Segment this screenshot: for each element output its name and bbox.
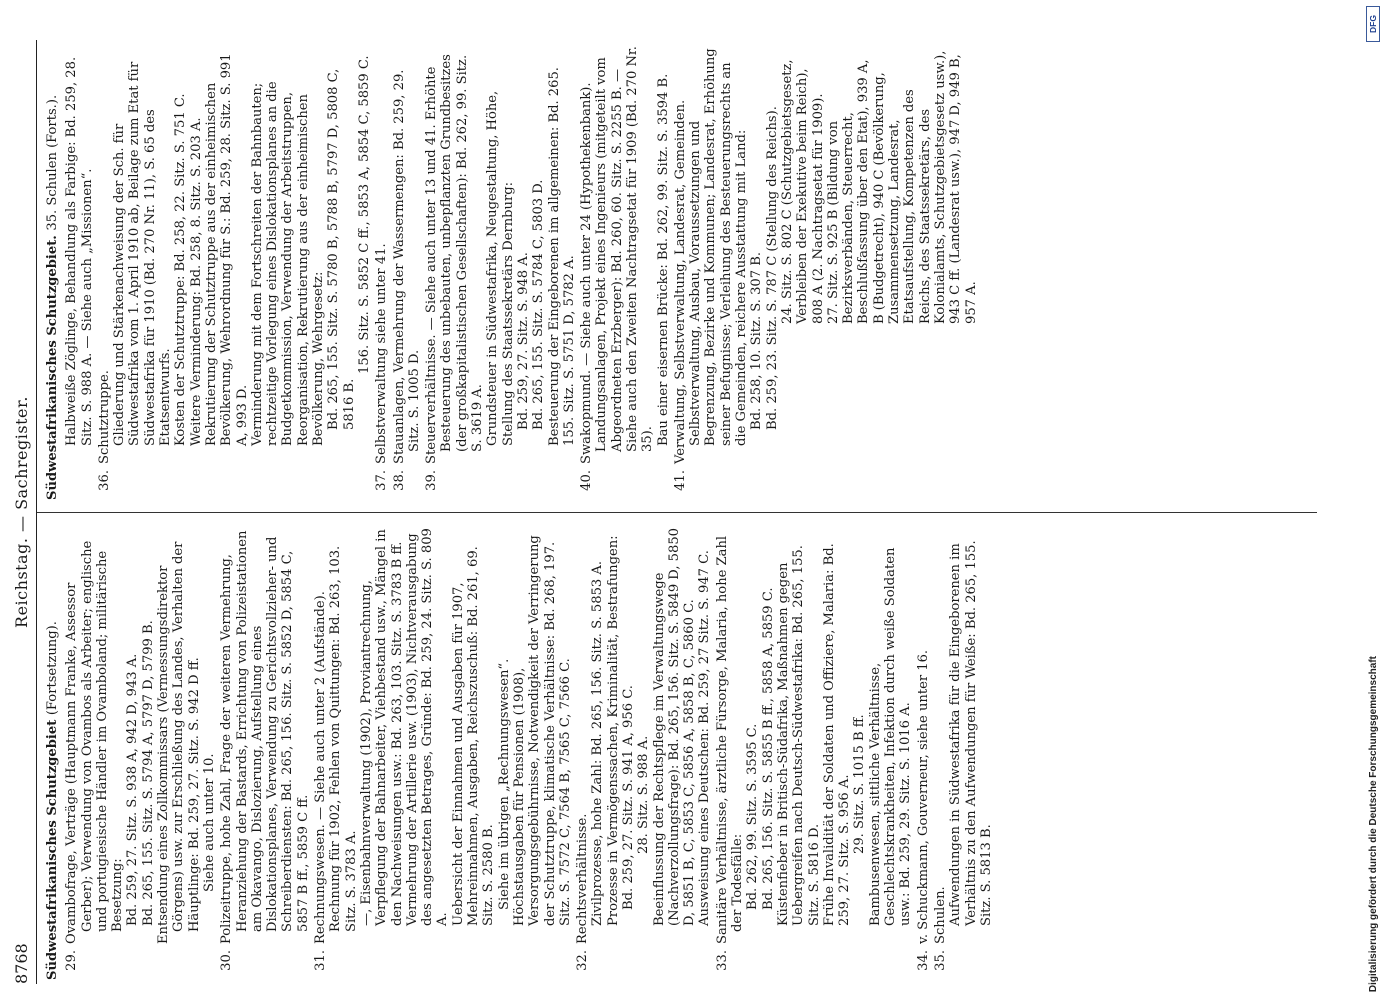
entry-line: 156. Sitz. S. 5852 C ff., 5853 A, 5854 C, 5859 C. (356, 55, 372, 374)
entry-line: Bd. 259, 27. Sitz. S. 948 A. (515, 252, 531, 430)
register-entry (579, 46, 671, 500)
right-heading-continuation: 35. Schulen (Forts.). (45, 94, 60, 231)
register-entry (97, 46, 372, 500)
entry-line: Verminderung mit dem Fortschreiten der Bahnbauten; rechtzeitige Vorlegung eines Dislokationsplanes an die Budgetkommission, Verwendung der Arbeitstruppen, Reorganisation, Rekrutierung aus der einheimischen Bevölkerung, Wehrgesetz: (249, 81, 327, 446)
entry-line: Besteuerung der Eingeborenen im allgemeinen: Bd. 265. 155. Sitz. S. 5751 D, 5782 A. (546, 67, 577, 446)
entry-line: Stauanlagen, Vermehrung der Wassermengen: Bd. 259, 29. Sitz. S. 1005 D. (391, 69, 422, 464)
entry-line: Verwaltung, Selbstverwaltung, Landesrat, Gemeinden. (672, 99, 688, 464)
register-entry (64, 525, 217, 980)
entry-line: Siehe im übrigen „Rechnungswesen“. (496, 658, 512, 910)
entry-line: Gliederung und Stärkenachweisung der Sch. für Südwestafrika vom 1. April 1910 ab, Beilage zum Etat für Südwestafrika für 1910 (Bd. 270 Nr. 11), S. 65 des Etatsentwurfs. (112, 61, 174, 446)
entry-line: Frühe Invalidität der Soldaten und Offiziere, Malaria: Bd. 259, 27. Sitz. S. 956 A. (821, 543, 853, 926)
entry-line: Ausweisung eines Deutschen: Bd. 259, 27 Sitz. S. 947 C. (697, 550, 713, 926)
register-columns (37, 40, 1317, 984)
entry-number: 30. (219, 950, 235, 971)
entry-number: 37. (374, 470, 390, 491)
entry-line: Halbweiße Zöglinge, Behandlung als Farbige: Bd. 259, 28. Sitz. S. 988 A. — Siehe auch „Missionen“. (64, 56, 95, 446)
entry-number: 31. (313, 950, 329, 971)
entry-line: Beeinflussung der Rechtspflege im Verwaltungswege (Nachverzollungsfrage): Bd. 265, 156. Sitz. S. 5849 D, 5850 D, 5851 B, C, 5853 C, 5856 A, 5858 B, C, 5860 C. (651, 528, 698, 926)
entry-line: Uebersicht der Einnahmen und Ausgaben für 1907, Mehreinnahmen, Ausgaben, Reichszuschuß: Bd. 261, 69. Sitz. S. 2580 B. (450, 546, 497, 926)
entry-line: Bd. 258, 10. Sitz. S. 307 B. (749, 251, 765, 430)
left-heading-continuation: (Fortsetzung). (45, 621, 60, 716)
left-column-heading (45, 525, 60, 980)
entry-number: 35. (932, 950, 948, 971)
right-column-heading (45, 46, 60, 500)
entry-line: Ovambofrage, Verträge (Hauptmann Franke, Assessor Gerber); Verwendung von Ovambos als Arbeiter; englische und portugiesische Händler im Ovamboland; militärische Besetzung: (64, 540, 126, 944)
entry-line: Kosten der Schutztruppe: Bd. 258, 22. Sitz. S. 751 C. (173, 93, 189, 446)
entry-line: Rechtsverhältnisse. (575, 813, 591, 944)
entry-line: Bd. 259, 23. Sitz. S. 787 C (Stellung des Reichs). (764, 106, 780, 430)
entry-line: Bd. 259, 27. Sitz. S. 941 A, 956 C. (620, 685, 636, 910)
entry-line: Rechnungswesen. — Siehe auch unter 2 (Aufstände). Rechnung für 1902, Fehlen von Quittungen: Bd. 263, 103. Sitz. S. 3783 A. (313, 545, 359, 944)
entry-line: Bd. 265, 155. Sitz. S. 5784 C, 5803 D. (531, 179, 547, 430)
running-title: Reichstag. — Sachregister. (12, 396, 31, 628)
entry-line: 27. Sitz. S. 925 B (Bildung von Bezirksverbänden, Steuerrecht, Beschlußfassung über den Etat), 939 A, B (Budgetrecht), 940 C (Bevölkerung, Zusammensetzung, Landesrat, Etatsaufstellung, Kompetenzen des Reichs, des Staatssekretärs, des Kolonialamts, Schutzgebietsgesetz usw.), 943 C ff. (Landesrat usw.), 947 D, 949 B, 957 A. (825, 50, 979, 324)
entry-line: Zivilprozesse, hohe Zahl: Bd. 265, 156. Sitz. S. 5853 A. (590, 560, 606, 926)
entry-line: Prozesse in Vermögenssachen, Kriminalität, Bestrafungen: (605, 535, 621, 926)
entry-line: Bd. 265, 155. Sitz. S. 5780 B, 5788 B, 5797 D, 5808 C, 5816 B. (326, 68, 357, 430)
register-entry (64, 46, 95, 500)
entry-line: Sanitäre Verhältnisse, ärztliche Fürsorge, Malaria, hohe Zahl der Todesfälle: (714, 535, 746, 944)
register-entry (715, 525, 914, 980)
entry-line: Selbstverwaltung siehe unter 41. (374, 243, 390, 464)
entry-line: 24. Sitz. S. 802 C (Schutzgebietsgesetz, Verbleiben der Exekutive beim Reich), 808 A (2. Nachtragsetat für 1909). (779, 59, 826, 324)
entry-line: 28. Sitz. S. 988 A. (636, 735, 652, 854)
entry-line: Schutztruppe. (96, 370, 112, 464)
entry-line: Vermehrung der Artillerie usw. (1903), Nichtverausgabung des angesetzten Betrages, Gründe: Bd. 259, 24. Sitz. S. 809 A. (404, 528, 451, 926)
entry-number: 41. (672, 470, 688, 491)
register-entry (916, 525, 931, 980)
entry-number: 40. (579, 470, 595, 491)
entry-line: Swakopmund. — Siehe auch unter 24 (Hypothekenbank). Landungsanlagen, Projekt eines Ingenieurs (mitgeteilt vom Abgeordneten Erzberger): Bd. 260, 60. Sitz. S. 2255 B. — Siehe auch den Zweiten Nachtragsetat für 1909 (Bd. 270 Nr. 35). (579, 46, 656, 464)
register-entry (933, 525, 994, 980)
entry-line: Aufwendungen in Südwestafrika für die Eingeborenen im Verhältnis zu den Aufwendungen für Weiße: Bd. 265, 155. Sitz. S. 5813 B. (948, 540, 994, 926)
entry-line: Polizeitruppe, hohe Zahl, Frage der weiteren Vermehrung, Heranziehung der Bastards, Errichtung von Polizeistationen am Okavango, Dislozierung, Aufstellung eines Dislokationsplanes, Verwendung zu Gerichtsvollzieher- und Schreiberdiensten: Bd. 265, 156. Sitz. S. 5852 D, 5854 C, 5857 B ff., 5859 C ff. (219, 530, 311, 944)
register-entry (313, 525, 573, 980)
entry-number: 29. (64, 950, 80, 971)
entry-line: Rekrutierung der Schutztruppe aus der einheimischen Bevölkerung, Wehrordnung für S.: Bd. 259, 28. Sitz. S. 991 A, 993 D. (203, 53, 250, 446)
left-column (37, 512, 1317, 984)
entry-line: Schulen. (932, 886, 948, 944)
entry-line: Weitere Verminderung: Bd. 258, 8. Sitz. S. 203 A. (188, 117, 204, 446)
entry-number: 33. (714, 950, 730, 971)
right-heading-title: Südwestafrikanisches Schutzgebiet. (45, 235, 60, 500)
entry-line: Bd. 265, 155. Sitz. S. 5794 A, 5797 D, 5799 B. (140, 620, 156, 926)
entry-line: Bd. 259, 27. Sitz. S. 938 A, 942 D, 943 A. (125, 653, 141, 926)
entry-line: Bau einer eisernen Brücke: Bd. 262, 99. Sitz. S. 3594 B. (655, 73, 671, 446)
entry-line: Küstenfieber in Britisch-Südafrika, Maßnahmen gegen Uebergreifen nach Deutsch-Südwestafrika: Bd. 265, 155. Sitz. S. 5816 D. (775, 545, 822, 926)
running-head (6, 40, 37, 984)
entry-line: Bd. 262, 99. Sitz. S. 3595 C. (745, 723, 761, 910)
register-entry (575, 525, 713, 980)
entry-number: 32. (575, 950, 591, 971)
register-entry (673, 46, 979, 500)
entry-line: 29. Sitz. S. 1015 B ff. (852, 714, 868, 854)
entry-line: Bd. 265, 156. Sitz. S. 5855 B ff., 5858 A, 5859 C. (760, 587, 776, 910)
entry-line: Bambusenwesen, sittliche Verhältnisse, Geschlechtskrankheiten, Infektion durch weiße Soldaten usw.: Bd. 259, 29. Sitz. S. 1016 A. (867, 547, 914, 926)
entry-line: Entsendung eines Zollkommissars (Vermessungsdirektor Görgens) usw. zur Erschließung des Landes, Verhalten der Häuptlinge: Bd. 259, 27. Sitz. S. 942 D ff. (156, 541, 202, 944)
register-entry (219, 525, 311, 980)
entry-line: Siehe auch unter 10. (201, 753, 217, 892)
left-heading-title: Südwestafrikanisches Schutzgebiet (45, 719, 60, 980)
right-column (37, 40, 1317, 512)
entry-number: 38. (391, 470, 407, 491)
page-number: 8768 (12, 943, 31, 984)
register-entry (424, 46, 577, 500)
entry-line: Höchstausgaben für Pensionen (1908), Versorgungsgebührnisse, Notwendigkeit der Verringerung der Schutztruppe, klimatische Verhältnisse: Bd. 268, 197. Sitz. S. 7572 C, 7564 B, 7565 C, 7566 C. (511, 535, 573, 926)
entry-line: Steuerverhältnisse. — Siehe auch unter 13 und 41. Erhöhte Besteuerung des unbebauten, unbepflanzten Grundbesitzes (der großkapitalistischen Gesellschaften): Bd. 262, 99. Sitz. S. 3619 A. (424, 54, 486, 464)
register-entry (392, 46, 423, 500)
entry-number: 39. (424, 470, 440, 491)
register-entry (374, 46, 389, 500)
digitization-note: Digitalisierung gefördert durch die Deutsche Forschungsgemeinschaft (1368, 655, 1379, 992)
entry-number: 36. (96, 470, 112, 491)
entry-line: —, Eisenbahnverwaltung (1902), Proviantrechnung, Verpflegung der Bahnarbeiter, Viehbestand usw., Mängel in den Nachweisungen usw.: Bd. 263, 103. Sitz. S. 3783 B ff. (358, 529, 405, 926)
entry-line: Grundsteuer in Südwestafrika, Neugestaltung, Höhe, Stellung des Staatssekretärs Dernburg: (485, 90, 516, 446)
entry-line: Selbstverwaltung, Ausbau, Voraussetzungen und Begrenzung, Bezirke und Kommunen; Landesrat, Erhöhung seiner Befugnisse; Verleihung des Besteuerungsrechts an die Gemeinden, reichere Ausstattung mit Land: (688, 48, 750, 446)
entry-line: v. Schuckmann, Gouverneur, siehe unter 16. (915, 649, 931, 944)
entry-number: 34. (915, 950, 931, 971)
dfg-logo: DFG (1366, 6, 1380, 42)
